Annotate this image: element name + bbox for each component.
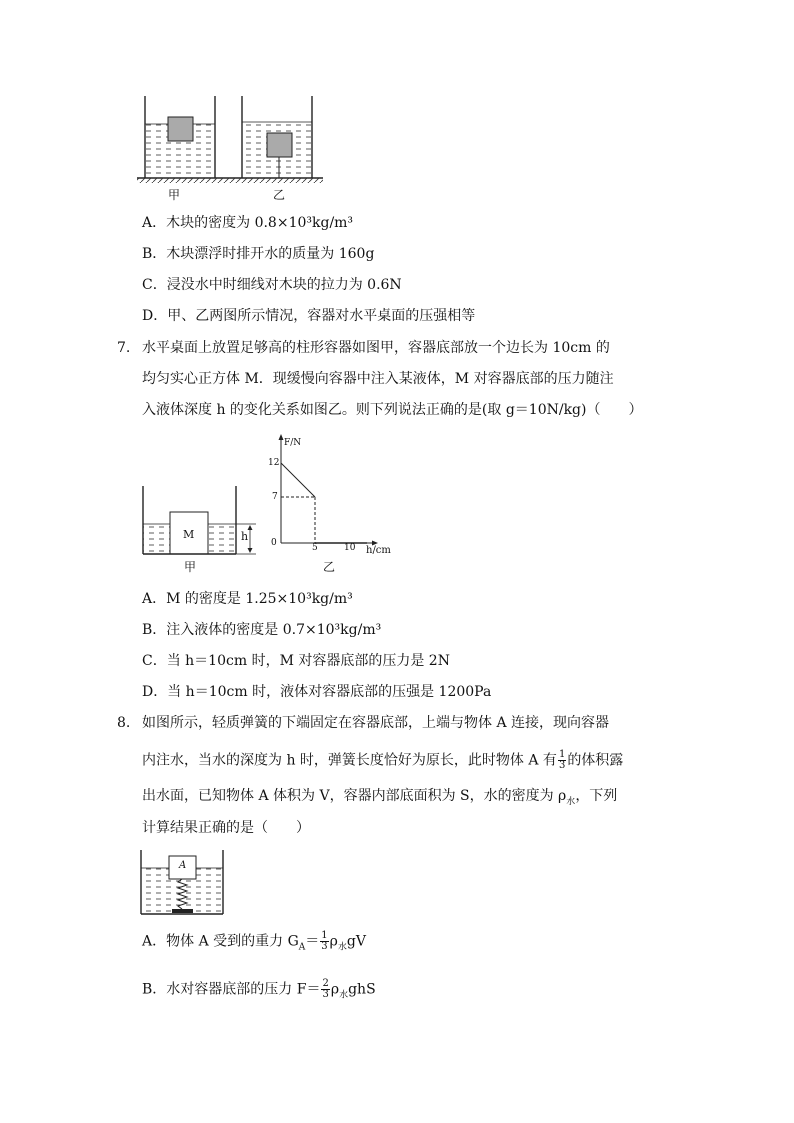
- q7-graph-x-tick-10: 10: [344, 543, 356, 553]
- q6-label-yi: 乙: [273, 188, 286, 202]
- q7-option-b: B．注入液体的密度是 0.7×10³kg/m³: [142, 622, 382, 638]
- q8-fraction-one-third: $\frac{1}{3}$: [558, 749, 566, 771]
- q7-number: 7.: [117, 340, 131, 356]
- q6-option-c: C．浸没水中时细线对木块的拉力为 0.6N: [142, 277, 402, 293]
- q8-line-2: 内注水，当水的深度为 h 时，弹簧长度恰好为原长，此时物体 A 有 $\frac{1}{3}$ 的体积露: [142, 749, 624, 771]
- q7-option-d: D．当 h＝10cm 时，液体对容器底部的压强是 1200Pa: [142, 684, 492, 700]
- q8-line-4: 计算结果正确的是（ ）: [142, 820, 310, 836]
- q7-graph-y-tick-0: 0: [271, 538, 277, 548]
- q8-block-label: A: [179, 860, 187, 871]
- q7-label-jia: 甲: [184, 560, 197, 574]
- q6-wood-block-floating: [168, 117, 193, 141]
- q8-option-b: B．水对容器底部的压力 F＝ $\frac{2}{3}$ $\rho_水ghS$: [142, 978, 376, 1001]
- q7-line-3: 入液体深度 h 的变化关系如图乙。则下列说法正确的是(取 g＝10N/kg)（ ）: [142, 402, 643, 418]
- q7-line-2: 均匀实心正方体 M．现缓慢向容器中注入某液体，M 对容器底部的压力随注: [142, 371, 614, 387]
- q7-depth-label: h: [241, 530, 249, 543]
- q6-option-a: A．木块的密度为 0.8×10³kg/m³: [142, 215, 354, 231]
- q7-graph-decreasing-segment: [281, 463, 315, 497]
- q8-spring-base: [172, 909, 193, 913]
- q6-option-d: D．甲、乙两图所示情况，容器对水平桌面的压强相等: [142, 308, 476, 324]
- q8-option-b-fraction: $\frac{2}{3}$: [322, 978, 329, 1000]
- q7-cube-label: M: [183, 528, 195, 541]
- q6-wood-block-submerged: [267, 133, 292, 157]
- q7-graph-y-label: F/N: [284, 438, 302, 448]
- q7-graph-x-tick-5: 5: [312, 543, 318, 553]
- q8-option-a: A．物体 A 受到的重力 $G_A=$ $\frac{1}{3}$ $\rho_水gV$: [142, 930, 366, 953]
- q7-label-yi: 乙: [323, 560, 336, 574]
- q8-line-1: 如图所示，轻质弹簧的下端固定在容器底部，上端与物体 A 连接，现向容器: [142, 715, 610, 731]
- q7-graph-y-tick-12: 12: [268, 458, 280, 468]
- q7-option-a: A．M 的密度是 1.25×10³kg/m³: [142, 591, 353, 607]
- q6-option-b: B．木块漂浮时排开水的质量为 160g: [142, 246, 375, 262]
- q7-line-1: 水平桌面上放置足够高的柱形容器如图甲，容器底部放一个边长为 10cm 的: [142, 340, 610, 356]
- q7-graph-x-label: h/cm: [366, 545, 391, 556]
- q7-graph-y-tick-7: 7: [272, 492, 278, 502]
- q6-label-jia: 甲: [168, 188, 181, 202]
- q8-number: 8.: [117, 715, 131, 731]
- q7-graph: [262, 430, 402, 558]
- q7-option-c: C．当 h＝10cm 时，M 对容器底部的压力是 2N: [142, 653, 450, 669]
- q7-container-figure: [138, 482, 263, 560]
- q8-line-3: 出水面，已知物体 A 体积为 V，容器内部底面积为 S，水的密度为 $\rho_水$，下列: [142, 788, 618, 807]
- q8-option-a-fraction: $\frac{1}{3}$: [321, 930, 328, 952]
- q6-figure: [135, 92, 325, 202]
